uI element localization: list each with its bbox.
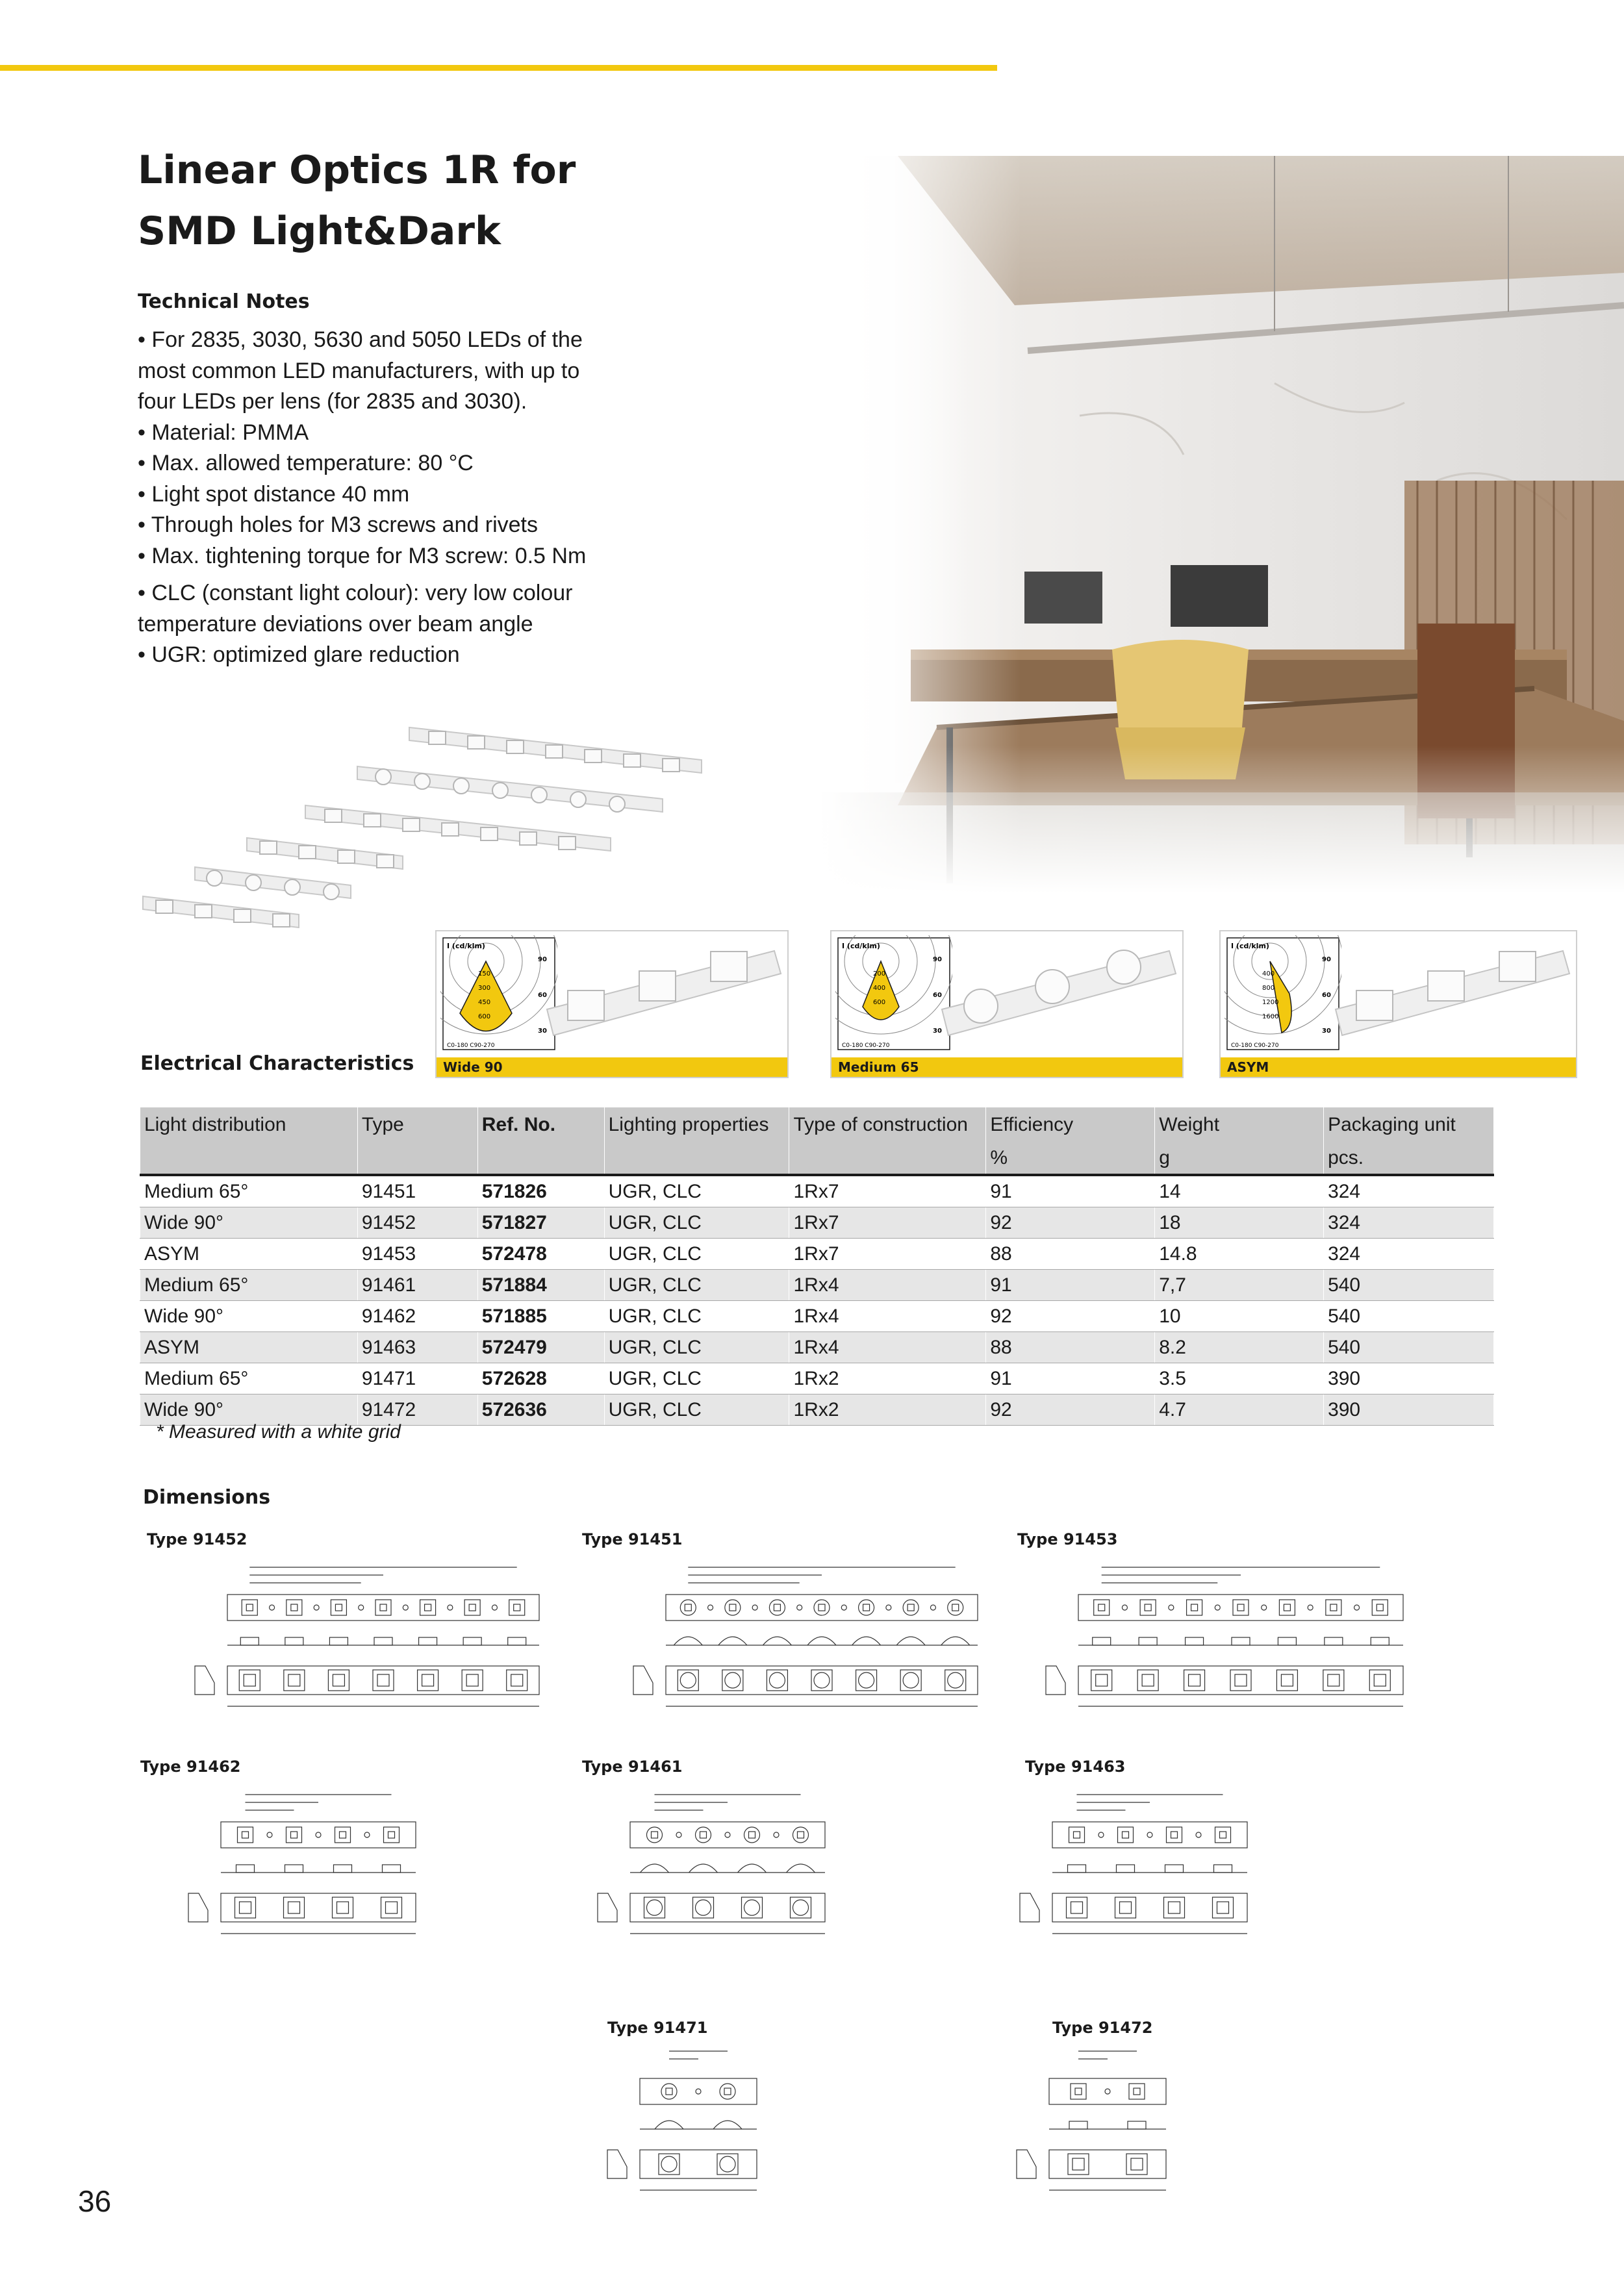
table-cell: UGR, CLC bbox=[604, 1332, 789, 1363]
lens-element bbox=[711, 952, 747, 981]
table-cell: 1Rx2 bbox=[789, 1363, 986, 1394]
distribution-label: Medium 65 bbox=[838, 1059, 919, 1075]
note-line: • For 2835, 3030, 5630 and 5050 LEDs of the bbox=[138, 327, 583, 352]
polar-angle-label: 90 bbox=[933, 956, 942, 963]
unit-cell bbox=[357, 1141, 477, 1175]
table-cell: UGR, CLC bbox=[604, 1175, 789, 1207]
distribution-card-wide bbox=[435, 930, 789, 1078]
table-cell: Medium 65° bbox=[140, 1175, 358, 1207]
dimension-type-label: Type 91472 bbox=[1052, 2019, 1153, 2037]
polar-legend: C0-180 C90-270 bbox=[842, 1042, 890, 1049]
table-cell: UGR, CLC bbox=[604, 1239, 789, 1270]
distribution-label-bar bbox=[1221, 1057, 1576, 1077]
polar-angle-label: 30 bbox=[538, 1028, 547, 1035]
lens-element bbox=[1428, 971, 1464, 1001]
dimension-type-label: Type 91451 bbox=[582, 1530, 683, 1548]
polar-diagram bbox=[440, 935, 557, 1052]
polar-unit-label: I (cd/klm) bbox=[842, 942, 880, 950]
polar-angle-label: 30 bbox=[933, 1028, 942, 1035]
drawing-lines bbox=[607, 2051, 757, 2190]
table-cell: 4.7 bbox=[1155, 1394, 1324, 1426]
table-cell: 324 bbox=[1324, 1207, 1494, 1239]
polar-angle-label: 30 bbox=[1322, 1028, 1331, 1035]
office-scene-illustration bbox=[820, 156, 1624, 893]
table-cell: ASYM bbox=[140, 1239, 358, 1270]
dimension-drawing bbox=[627, 1556, 991, 1724]
dimension-drawing bbox=[591, 1783, 838, 1952]
table-cell: UGR, CLC bbox=[604, 1207, 789, 1239]
table-row bbox=[140, 1270, 1494, 1301]
table-cell: 14.8 bbox=[1155, 1239, 1324, 1270]
table-cell: 91463 bbox=[357, 1332, 477, 1363]
unit-cell bbox=[140, 1141, 358, 1175]
table-cell: 91 bbox=[986, 1270, 1155, 1301]
table-cell: 91 bbox=[986, 1175, 1155, 1207]
polar-ring-label: 400 bbox=[1262, 970, 1275, 978]
table-cell: 91471 bbox=[357, 1363, 477, 1394]
polar-angle-label: 90 bbox=[538, 956, 547, 963]
office-photo bbox=[820, 156, 1624, 893]
polar-angle-label: 60 bbox=[538, 992, 547, 999]
lens-element bbox=[1035, 970, 1069, 1003]
table-cell: 8.2 bbox=[1155, 1332, 1324, 1363]
lens-element bbox=[1499, 952, 1536, 981]
table-cell: UGR, CLC bbox=[604, 1363, 789, 1394]
note-line: • Max. tightening torque for M3 screw: 0.5 Nm bbox=[138, 543, 587, 568]
table-cell: 572628 bbox=[477, 1363, 604, 1394]
table-cell: UGR, CLC bbox=[604, 1301, 789, 1332]
polar-diagram bbox=[1224, 935, 1341, 1052]
table-row bbox=[140, 1332, 1494, 1363]
table-cell: Medium 65° bbox=[140, 1270, 358, 1301]
distribution-card-medium bbox=[830, 930, 1184, 1078]
lens-photo bbox=[540, 938, 787, 1048]
polar-diagram bbox=[835, 935, 952, 1052]
note-line: • CLC (constant light colour): very low colour bbox=[138, 581, 573, 605]
table-cell: 390 bbox=[1324, 1363, 1494, 1394]
unit-cell: g bbox=[1155, 1141, 1324, 1175]
table-cell: 91472 bbox=[357, 1394, 477, 1426]
table-cell: 390 bbox=[1324, 1394, 1494, 1426]
table-cell: 571885 bbox=[477, 1301, 604, 1332]
dimension-drawing bbox=[188, 1556, 552, 1724]
table-cell: 1Rx7 bbox=[789, 1207, 986, 1239]
table-cell: 88 bbox=[986, 1239, 1155, 1270]
table-footnote: * Measured with a white grid bbox=[156, 1421, 401, 1443]
col-header: Packaging unit bbox=[1324, 1107, 1494, 1141]
table-cell: 88 bbox=[986, 1332, 1155, 1363]
table-cell: Wide 90° bbox=[140, 1301, 358, 1332]
table-cell: 324 bbox=[1324, 1239, 1494, 1270]
col-header: Type of construction bbox=[789, 1107, 986, 1141]
table-cell: 1Rx2 bbox=[789, 1394, 986, 1426]
table-cell: 14 bbox=[1155, 1175, 1324, 1207]
note-line: temperature deviations over beam angle bbox=[138, 611, 533, 637]
table-row bbox=[140, 1239, 1494, 1270]
table-cell: 1Rx7 bbox=[789, 1175, 986, 1207]
table-row bbox=[140, 1301, 1494, 1332]
note-line: • Through holes for M3 screws and rivets bbox=[138, 512, 538, 537]
table-cell: Wide 90° bbox=[140, 1207, 358, 1239]
unit-cell: % bbox=[986, 1141, 1155, 1175]
table-row bbox=[140, 1207, 1494, 1239]
table-cell: 92 bbox=[986, 1207, 1155, 1239]
note-line: • Material: PMMA bbox=[138, 420, 309, 445]
polar-ring-label: 150 bbox=[478, 970, 491, 978]
table-row bbox=[140, 1363, 1494, 1394]
table-cell: 18 bbox=[1155, 1207, 1324, 1239]
col-header: Type bbox=[357, 1107, 477, 1141]
distribution-label-bar bbox=[437, 1057, 787, 1077]
distribution-label: Wide 90 bbox=[443, 1059, 503, 1075]
lens-element bbox=[964, 989, 998, 1023]
note-line: • Light spot distance 40 mm bbox=[138, 481, 410, 507]
table-cell: 1Rx4 bbox=[789, 1270, 986, 1301]
note-line: • UGR: optimized glare reduction bbox=[138, 642, 460, 667]
drawing-lines bbox=[633, 1567, 978, 1706]
polar-angle-label: 60 bbox=[1322, 992, 1331, 999]
table-cell: 572636 bbox=[477, 1394, 604, 1426]
dimensions-heading: Dimensions bbox=[143, 1486, 271, 1509]
dimension-type-label: Type 91461 bbox=[582, 1758, 683, 1776]
unit-cell: pcs. bbox=[1324, 1141, 1494, 1175]
unit-cell bbox=[789, 1141, 986, 1175]
distribution-label-bar bbox=[831, 1057, 1182, 1077]
col-header: Lighting properties bbox=[604, 1107, 789, 1141]
table-cell: 3.5 bbox=[1155, 1363, 1324, 1394]
table-header-row bbox=[140, 1107, 1494, 1141]
technical-notes bbox=[138, 325, 631, 671]
note-line: • Max. allowed temperature: 80 °C bbox=[138, 451, 474, 475]
distribution-label: ASYM bbox=[1227, 1059, 1269, 1075]
lens-photo bbox=[1329, 938, 1576, 1048]
table-cell: 1Rx4 bbox=[789, 1301, 986, 1332]
note-line: four LEDs per lens (for 2835 and 3030). bbox=[138, 389, 527, 414]
title-line-1: Linear Optics 1R for bbox=[138, 147, 576, 193]
polar-unit-label: I (cd/klm) bbox=[1231, 942, 1269, 950]
polar-unit-label: I (cd/klm) bbox=[447, 942, 485, 950]
drawing-lines bbox=[1020, 1795, 1247, 1934]
page-title bbox=[138, 140, 657, 262]
table-cell: Wide 90° bbox=[140, 1394, 358, 1426]
table-cell: 91451 bbox=[357, 1175, 477, 1207]
dimension-drawing bbox=[1039, 1556, 1416, 1724]
page-number: 36 bbox=[78, 2184, 112, 2218]
table-cell: 540 bbox=[1324, 1270, 1494, 1301]
electrical-characteristics-table bbox=[140, 1107, 1494, 1426]
dimension-type-label: Type 91452 bbox=[147, 1530, 247, 1548]
polar-ring-label: 600 bbox=[478, 1013, 491, 1020]
table-cell: 1Rx4 bbox=[789, 1332, 986, 1363]
table-cell: 91462 bbox=[357, 1301, 477, 1332]
table-row bbox=[140, 1175, 1494, 1207]
polar-ring-label: 450 bbox=[478, 999, 491, 1006]
lens-element bbox=[639, 971, 676, 1001]
table-cell: 571884 bbox=[477, 1270, 604, 1301]
table-cell: 572478 bbox=[477, 1239, 604, 1270]
polar-angle-label: 60 bbox=[933, 992, 942, 999]
technical-notes-heading: Technical Notes bbox=[138, 290, 310, 313]
lens-element bbox=[1356, 990, 1393, 1020]
lens-strips-illustration bbox=[130, 708, 715, 935]
polar-legend: C0-180 C90-270 bbox=[1231, 1042, 1279, 1049]
dimension-type-label: Type 91462 bbox=[140, 1758, 241, 1776]
note-line: most common LED manufacturers, with up to bbox=[138, 358, 580, 383]
dimension-drawing bbox=[182, 1783, 429, 1952]
drawing-lines bbox=[195, 1567, 539, 1706]
title-line-2: SMD Light&Dark bbox=[138, 208, 501, 254]
polar-legend: C0-180 C90-270 bbox=[447, 1042, 495, 1049]
col-header: Weight bbox=[1155, 1107, 1324, 1141]
polar-ring-label: 300 bbox=[478, 985, 491, 992]
drawing-lines bbox=[188, 1795, 416, 1934]
lens-photo bbox=[935, 938, 1182, 1048]
table-cell: 91461 bbox=[357, 1270, 477, 1301]
table-cell: 91453 bbox=[357, 1239, 477, 1270]
table-units-row bbox=[140, 1141, 1494, 1175]
electrical-heading: Electrical Characteristics bbox=[140, 1052, 414, 1075]
col-header: Light distribution bbox=[140, 1107, 358, 1141]
dimension-type-label: Type 91471 bbox=[607, 2019, 708, 2037]
dimension-drawing bbox=[601, 2039, 770, 2208]
lens-element bbox=[1107, 950, 1141, 984]
table-cell: 92 bbox=[986, 1301, 1155, 1332]
drawing-lines bbox=[1046, 1567, 1403, 1706]
dimension-type-label: Type 91453 bbox=[1017, 1530, 1118, 1548]
table-cell: 571826 bbox=[477, 1175, 604, 1207]
table-cell: 540 bbox=[1324, 1301, 1494, 1332]
table-cell: ASYM bbox=[140, 1332, 358, 1363]
table-cell: UGR, CLC bbox=[604, 1394, 789, 1426]
table-cell: 1Rx7 bbox=[789, 1239, 986, 1270]
table-cell: 540 bbox=[1324, 1332, 1494, 1363]
drawing-lines bbox=[598, 1795, 825, 1934]
table-cell: 571827 bbox=[477, 1207, 604, 1239]
drawing-lines bbox=[1017, 2051, 1166, 2190]
table-cell: 572479 bbox=[477, 1332, 604, 1363]
dimension-drawing bbox=[1010, 2039, 1179, 2208]
table-cell: 91452 bbox=[357, 1207, 477, 1239]
polar-ring-label: 1600 bbox=[1262, 1013, 1279, 1020]
col-header: Efficiency bbox=[986, 1107, 1155, 1141]
unit-cell bbox=[604, 1141, 789, 1175]
distribution-card-asym bbox=[1219, 930, 1577, 1078]
polar-ring-label: 1200 bbox=[1262, 999, 1279, 1006]
table-cell: 7,7 bbox=[1155, 1270, 1324, 1301]
dimension-drawing bbox=[1013, 1783, 1260, 1952]
polar-ring-label: 800 bbox=[1262, 985, 1275, 992]
table-cell: 10 bbox=[1155, 1301, 1324, 1332]
table-cell: Medium 65° bbox=[140, 1363, 358, 1394]
top-accent-bar bbox=[0, 65, 997, 71]
polar-angle-label: 90 bbox=[1322, 956, 1331, 963]
col-header: Ref. No. bbox=[477, 1107, 604, 1141]
polar-ring-label: 400 bbox=[873, 985, 886, 992]
unit-cell bbox=[477, 1141, 604, 1175]
table-cell: UGR, CLC bbox=[604, 1270, 789, 1301]
dimension-type-label: Type 91463 bbox=[1025, 1758, 1126, 1776]
table-cell: 92 bbox=[986, 1394, 1155, 1426]
polar-ring-label: 600 bbox=[873, 999, 886, 1006]
polar-ring-label: 200 bbox=[873, 970, 886, 978]
table-cell: 324 bbox=[1324, 1175, 1494, 1207]
lens-element bbox=[568, 990, 604, 1020]
table-cell: 91 bbox=[986, 1363, 1155, 1394]
